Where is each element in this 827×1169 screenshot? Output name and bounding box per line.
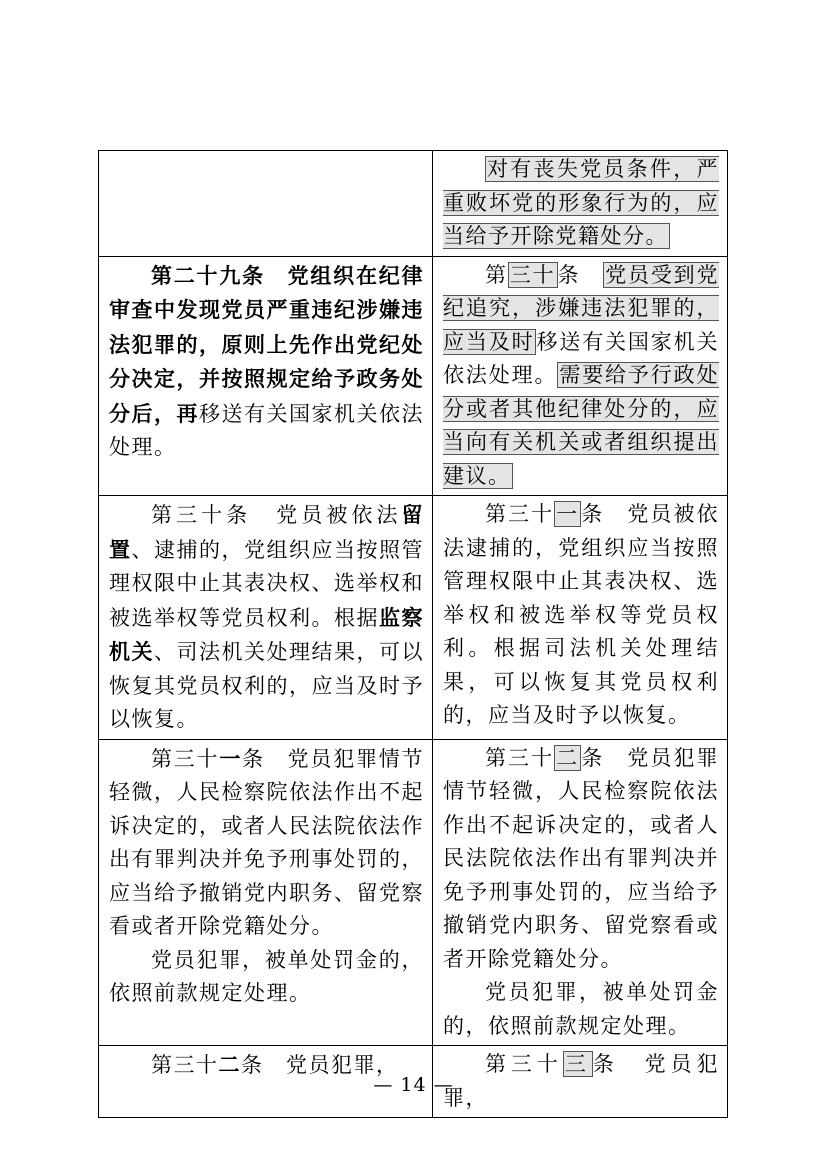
new-text-cell <box>433 739 728 1046</box>
old-text-cell <box>99 151 433 257</box>
highlighted-change: 三 <box>564 1052 591 1076</box>
article-paragraph: 党员犯罪，被单处罚金的，依照前款规定处理。 <box>443 980 719 1038</box>
old-text-cell <box>99 739 433 1046</box>
article-text: 第三十 <box>151 746 220 771</box>
new-text-cell <box>433 256 728 496</box>
article-text: 第三十 <box>485 745 555 770</box>
highlighted-change: 三十 <box>509 262 556 287</box>
article-text: 、司法机关处理结果，可以恢复其党员权利的，应当及时予以恢复。 <box>109 640 424 731</box>
article-text: 第 <box>485 262 508 287</box>
article-text: 第三十 <box>151 1053 219 1077</box>
article-text: 第三十 <box>485 502 555 526</box>
table-row <box>99 496 728 740</box>
highlighted-change: 二 <box>556 745 580 770</box>
article-text: 移送有关国家机关依法处理。 <box>443 329 720 387</box>
article-text: 条 党员犯罪， <box>241 1053 399 1077</box>
comparison-table <box>98 150 728 1118</box>
page-number: — 14 — <box>373 1074 454 1096</box>
highlighted-change: 一 <box>556 502 580 526</box>
new-text-cell <box>433 151 728 257</box>
highlighted-addition: 党员受到党纪追究，涉嫌违法犯罪的，应当及时 <box>443 262 720 354</box>
article-text: 、逮捕的，党组织应当按照管理权限中止其表决权、选举权和被选举权等党员权利。根据 <box>109 537 424 630</box>
highlighted-addition: 对有丧失党员条件，严重败坏党的形象行为的，应当给予开除党籍处分。 <box>443 157 719 248</box>
article-text: 条 党员犯罪， <box>443 1052 719 1110</box>
old-text-cell <box>99 496 433 740</box>
article-paragraph: 党员犯罪，被单处罚金的，依照前款规定处理。 <box>109 947 424 1005</box>
article-text: 条 <box>557 262 604 287</box>
bold-changed-text: 第二十九条 党组织在纪律审查中发现党员严重违纪涉嫌违法犯罪的，原则上先作出党纪处分决定，并按照规定给予政务处分后， <box>109 262 424 426</box>
article-text: 第三十条 党员被依法 <box>151 503 402 527</box>
article-text: 条 党员犯罪情节轻微，人民检察院依法作出不起诉决定的，或者人民法院依法作出有罪判决并免予刑事处罚的，应当给予撤销党内职务、留党察看或者开除党籍处分。 <box>443 745 720 971</box>
article-text: 第三十 <box>485 1052 563 1076</box>
article-text: 移送有关国家机关依法处理。 <box>109 401 424 459</box>
highlighted-addition: 需要给予行政处分或者其他纪律处分的，应当向有关机关或者组织提出建议。 <box>443 363 720 488</box>
old-text-cell <box>99 256 433 496</box>
bold-changed-text: 一 <box>219 745 243 771</box>
table-row <box>99 739 728 1046</box>
article-text: 条 党员犯罪情节轻微，人民检察院依法作出不起诉决定的，或者人民法院依法作出有罪判决并免予刑事处罚的，应当给予撤销党内职务、留党察看或者开除党籍处分。 <box>109 746 425 938</box>
article-text: 条 党员被依法逮捕的，党组织应当按照管理权限中止其表决权、选举权和被选举权等党员权利。根据司法机关处理结果，可以恢复其党员权利的，应当及时予以恢复。 <box>443 502 720 727</box>
new-text-cell <box>433 496 728 740</box>
bold-changed-text: 二 <box>218 1052 241 1077</box>
bold-changed-text: 监察机关 <box>109 604 424 664</box>
table-row <box>99 256 728 496</box>
bold-changed-text: 再 <box>176 400 199 426</box>
table-row <box>99 151 728 257</box>
bold-changed-text: 留置 <box>109 502 424 562</box>
